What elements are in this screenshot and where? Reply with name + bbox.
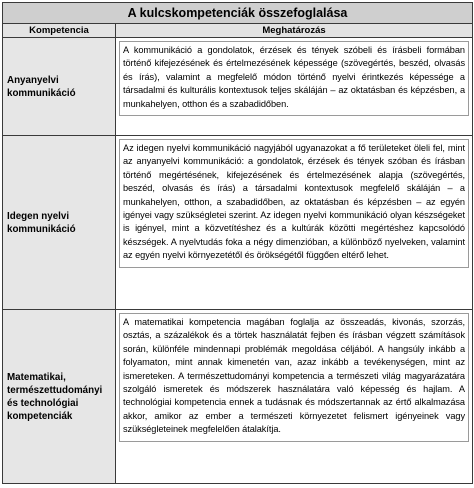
- column-header-competence: Kompetencia: [3, 24, 116, 38]
- definition-cell: [116, 310, 473, 484]
- table-row: [3, 310, 473, 484]
- definition-cell: [116, 38, 473, 136]
- competence-summary-table: [2, 2, 473, 484]
- competence-name: Matematikai, természettudományi és technológiai kompetenciák: [3, 310, 116, 484]
- definition-text: Az idegen nyelvi kommunikáció nagyjából ugyanazokat a fő területeket öleli fel, mint az anyanyelvi kommunikáció: a gondolatok, érzések és tények szóban és írásban történő megértésének, kifejezésének és értelmezésének alapja (szövegértés, beszéd, olvasás és írás) a társadalmi kontextusok megfelelő skáláján – a munkahelyen, otthon, a szabadidőben, az oktatásban és képzésben – az egyén igényei vagy szükségletei szerint. Az idegen nyelvi kommunikáció olyan készségeket is igényel, mint a közvetítéshez és a kultúrák közötti megértéshez kapcsolódó készségek. A nyelvtudás foka a négy dimenzióban, a különböző nyelveken, valamint az egyén nyelvi környezetétől és örökségétől függően eltérő lehet.: [119, 139, 469, 268]
- table-title: A kulcskompetenciák összefoglalása: [3, 3, 473, 24]
- definition-text: A matematikai kompetencia magában foglalja az összeadás, kivonás, szorzás, osztás, a százalékok és a törtek használatát fejben és írásban végzett számítások során, különféle mindennapi problémák megoldása céljából. A hangsúly inkább a folyamaton, mint annak kimenetén van, azaz inkább a tevékenységen, mint az ismereteken. A természettudományi kompetencia a természeti világ magyarázatára szolgáló ismeretek és módszerek használatára való képesség és hajlam. A technológiai kompetencia ennek a tudásnak és módszertannak az értő alkalmazása akkor, amikor az ember a természeti környezetet felismert igényeinek vagy szükségleteinek megfelelően átalakítja.: [119, 313, 469, 442]
- definition-cell: [116, 136, 473, 310]
- column-header-definition: Meghatározás: [116, 24, 473, 38]
- definition-text: A kommunikáció a gondolatok, érzések és tények szóbeli és írásbeli formában történő kifejezésének és értelmezésének képessége (szövegértés, beszéd, olvasás és írás), valamint a megfelelő módon történő nyelvi érintkezés képessége a társadalmi és kulturális kontextusok teljes skáláján – az oktatásban és képzésben, a munkahelyen, otthon és a szabadidőben.: [119, 41, 469, 116]
- table-row: [3, 136, 473, 310]
- competence-name: Idegen nyelvi kommunikáció: [3, 136, 116, 310]
- table-row: [3, 38, 473, 136]
- competence-name: Anyanyelvi kommunikáció: [3, 38, 116, 136]
